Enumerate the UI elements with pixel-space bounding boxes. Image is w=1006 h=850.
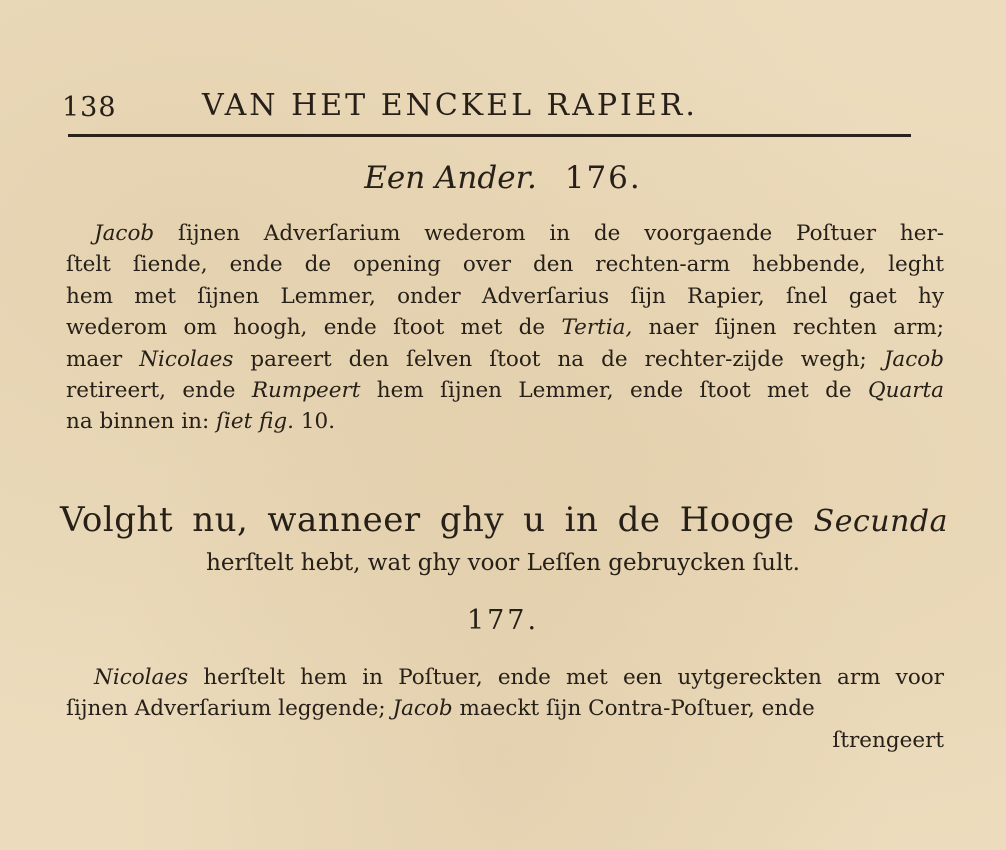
running-head — [62, 88, 912, 128]
italic-text: Jacob — [392, 696, 453, 722]
paragraph-line — [66, 725, 944, 756]
paragraph-line — [66, 693, 944, 724]
text-run: naer ſijnen rechten arm; — [632, 315, 944, 341]
paragraph-line — [66, 281, 944, 312]
paragraph-line — [66, 662, 944, 693]
page-number: 138 — [62, 92, 117, 123]
text-run: retireert, ende — [66, 378, 252, 404]
text-run: wederom om hoogh, ende ſtoot met de — [66, 315, 562, 341]
italic-text: Jacob — [94, 221, 155, 246]
section-176-number: 176. — [564, 160, 642, 196]
italic-text: ſiet fig. — [216, 409, 295, 435]
lesson-heading — [60, 500, 948, 540]
section-177-paragraph — [66, 662, 944, 756]
text-run: hem met ſijnen Lemmer, onder Adverſarius ſijn Rapier, ſnel gaet hy — [66, 283, 944, 309]
paragraph-line — [66, 344, 944, 375]
paragraph-line — [66, 375, 944, 406]
text-run: ſtelt ſiende, ende de opening over den rechten-arm hebbende, leght — [66, 252, 944, 278]
italic-text: Nicolaes — [94, 665, 189, 690]
italic-text: Jacob — [883, 346, 944, 372]
paragraph-line — [66, 249, 944, 280]
section-176-title: Een Ander. — [364, 160, 537, 196]
section-176-paragraph — [66, 218, 944, 438]
paragraph-line — [66, 218, 944, 249]
lesson-heading-italic: Secunda — [813, 504, 948, 539]
paragraph-line — [66, 312, 944, 343]
lesson-heading-text: Volght nu, wanneer ghy u in de Hooge — [60, 500, 814, 540]
section-177-number: 177. — [466, 605, 540, 636]
paragraph-line — [66, 406, 944, 437]
text-run: maeckt ſijn Contra-Poſtuer, ende — [452, 696, 815, 722]
section-176-heading — [0, 160, 1006, 196]
text-run: na binnen in: — [66, 409, 217, 435]
italic-text: Tertia, — [561, 315, 633, 341]
text-run: ſtrengeert — [832, 727, 944, 753]
italic-text: Quarta — [867, 378, 944, 404]
text-run: herſtelt hem in Poſtuer, ende met een uytgereckten arm voor — [188, 665, 944, 690]
text-run: ſijnen Adverſarium wederom in de voorgaende Poſtuer her- — [154, 221, 944, 246]
running-title: VAN HET ENCKEL RAPIER. — [202, 88, 698, 123]
italic-text: Rumpeert — [251, 378, 361, 404]
text-run: 10. — [294, 409, 336, 435]
italic-text: Nicolaes — [139, 346, 234, 372]
text-run: maer — [66, 346, 140, 372]
text-run: pareert den ſelven ſtoot na de rechter-zijde wegh; — [233, 346, 884, 372]
lesson-subheading: herſtelt hebt, wat ghy voor Leſſen gebruycken ſult. — [206, 550, 800, 576]
text-run: hem ſijnen Lemmer, ende ſtoot met de — [360, 378, 868, 404]
header-rule — [68, 134, 911, 137]
text-run: ſijnen Adverſarium leggende; — [66, 696, 393, 722]
